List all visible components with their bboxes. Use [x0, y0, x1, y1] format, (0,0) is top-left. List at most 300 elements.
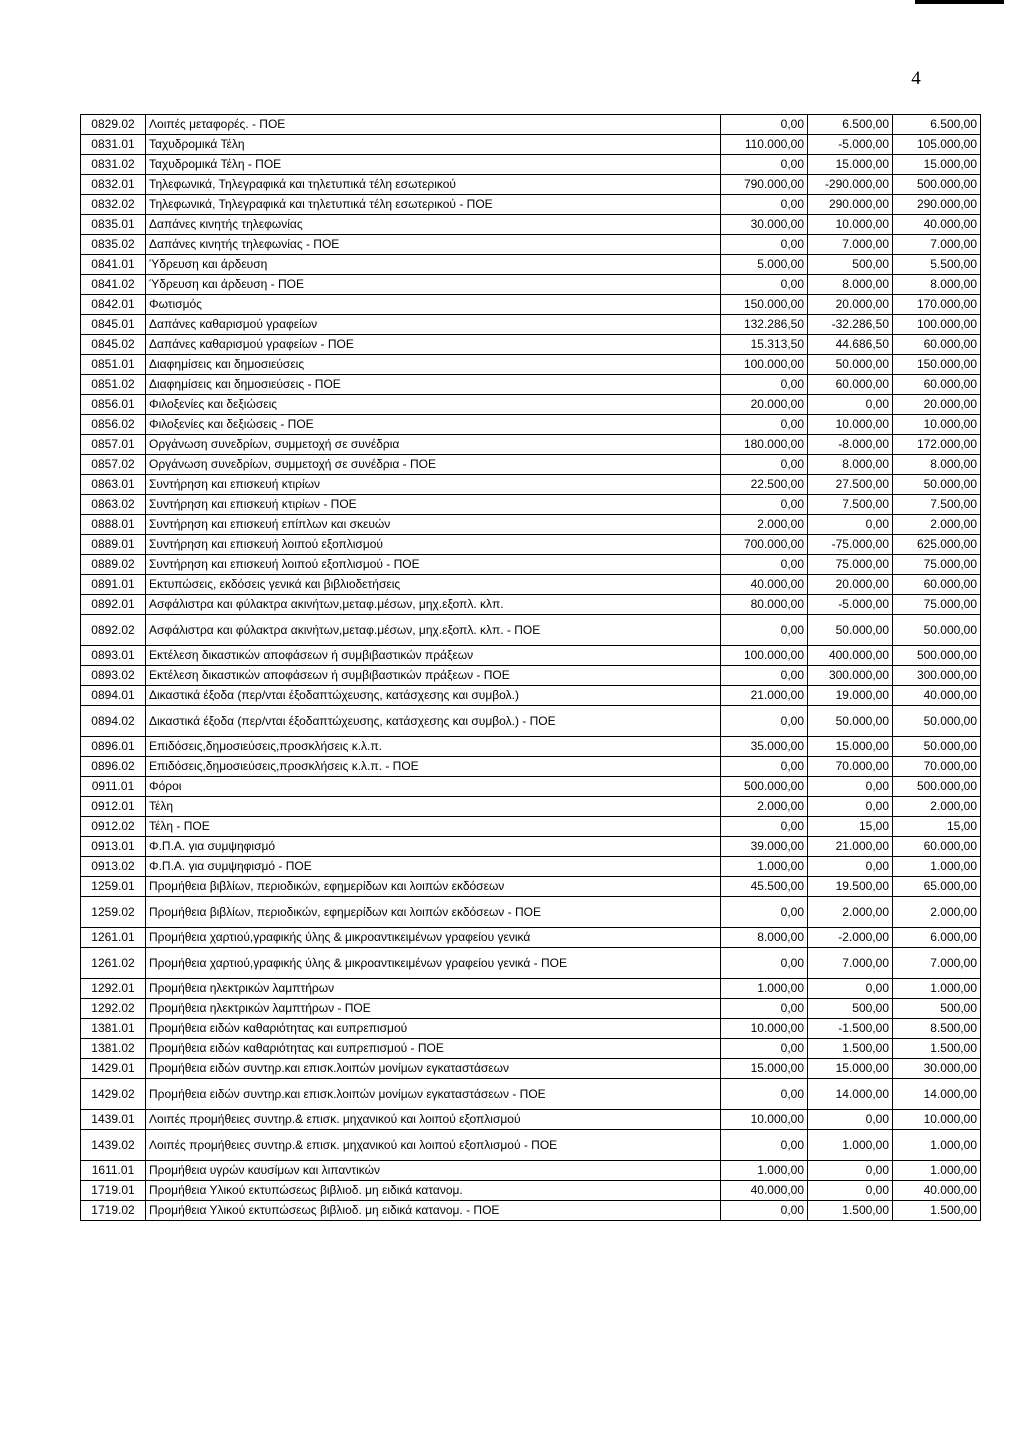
table-row: [81, 1059, 981, 1079]
description-cell: Φωτισμός: [146, 295, 721, 315]
initial-amount-cell: 0,00: [721, 666, 808, 686]
initial-amount-cell: 0,00: [721, 615, 808, 646]
account-code-cell: 0913.02: [81, 857, 146, 877]
initial-amount-cell: 0,00: [721, 817, 808, 837]
final-amount-cell: 500.000,00: [893, 646, 981, 666]
change-amount-cell: -1.500,00: [808, 1019, 893, 1039]
description-cell: Δαπάνες κινητής τηλεφωνίας: [146, 215, 721, 235]
table-row: [81, 797, 981, 817]
change-amount-cell: 20.000,00: [808, 295, 893, 315]
table-row: [81, 455, 981, 475]
change-amount-cell: -5.000,00: [808, 595, 893, 615]
final-amount-cell: 70.000,00: [893, 757, 981, 777]
change-amount-cell: 50.000,00: [808, 706, 893, 737]
account-code-cell: 0892.01: [81, 595, 146, 615]
final-amount-cell: 150.000,00: [893, 355, 981, 375]
initial-amount-cell: 0,00: [721, 897, 808, 928]
account-code-cell: 0911.01: [81, 777, 146, 797]
table-row: [81, 115, 981, 135]
description-cell: Τέλη - ΠΟΕ: [146, 817, 721, 837]
final-amount-cell: 75.000,00: [893, 555, 981, 575]
account-code-cell: 1259.02: [81, 897, 146, 928]
table-row: [81, 515, 981, 535]
description-cell: Προμήθεια Υλικού εκτυπώσεως βιβλιοδ. μη ειδικά κατανομ. - ΠΟΕ: [146, 1201, 721, 1221]
description-cell: Φόροι: [146, 777, 721, 797]
final-amount-cell: 500.000,00: [893, 175, 981, 195]
initial-amount-cell: 5.000,00: [721, 255, 808, 275]
final-amount-cell: 40.000,00: [893, 215, 981, 235]
table-row: [81, 948, 981, 979]
initial-amount-cell: 2.000,00: [721, 515, 808, 535]
account-code-cell: 0856.01: [81, 395, 146, 415]
description-cell: Ύδρευση και άρδευση - ΠΟΕ: [146, 275, 721, 295]
final-amount-cell: 50.000,00: [893, 706, 981, 737]
account-code-cell: 0832.02: [81, 195, 146, 215]
account-code-cell: 0829.02: [81, 115, 146, 135]
description-cell: Εκτέλεση δικαστικών αποφάσεων ή συμβιβαστικών πράξεων: [146, 646, 721, 666]
final-amount-cell: 105.000,00: [893, 135, 981, 155]
account-code-cell: 1429.01: [81, 1059, 146, 1079]
initial-amount-cell: 150.000,00: [721, 295, 808, 315]
final-amount-cell: 15,00: [893, 817, 981, 837]
table-row: [81, 999, 981, 1019]
description-cell: Λοιπές προμήθειες συντηρ.& επισκ. μηχανικού και λοιπού εξοπλισμού: [146, 1110, 721, 1130]
account-code-cell: 0888.01: [81, 515, 146, 535]
change-amount-cell: 19.000,00: [808, 686, 893, 706]
final-amount-cell: 40.000,00: [893, 686, 981, 706]
description-cell: Επιδόσεις,δημοσιεύσεις,προσκλήσεις κ.λ.π.: [146, 737, 721, 757]
change-amount-cell: -75.000,00: [808, 535, 893, 555]
initial-amount-cell: 20.000,00: [721, 395, 808, 415]
initial-amount-cell: 500.000,00: [721, 777, 808, 797]
description-cell: Δαπάνες καθαρισμού γραφείων: [146, 315, 721, 335]
change-amount-cell: 0,00: [808, 1161, 893, 1181]
change-amount-cell: 1.500,00: [808, 1039, 893, 1059]
change-amount-cell: 500,00: [808, 255, 893, 275]
account-code-cell: 0863.01: [81, 475, 146, 495]
description-cell: Φ.Π.Α. για συμψηφισμό: [146, 837, 721, 857]
description-cell: Προμήθεια χαρτιού,γραφικής ύλης & μικροαντικειμένων γραφείου γενικά: [146, 928, 721, 948]
final-amount-cell: 6.500,00: [893, 115, 981, 135]
description-cell: Προμήθεια βιβλίων, περιοδικών, εφημερίδων και λοιπών εκδόσεων: [146, 877, 721, 897]
description-cell: Διαφημίσεις και δημοσιεύσεις: [146, 355, 721, 375]
final-amount-cell: 500,00: [893, 999, 981, 1019]
initial-amount-cell: 10.000,00: [721, 1019, 808, 1039]
change-amount-cell: 15,00: [808, 817, 893, 837]
account-code-cell: 0896.02: [81, 757, 146, 777]
initial-amount-cell: 0,00: [721, 495, 808, 515]
description-cell: Προμήθεια Υλικού εκτυπώσεως βιβλιοδ. μη ειδικά κατανομ.: [146, 1181, 721, 1201]
table-row: [81, 175, 981, 195]
change-amount-cell: 0,00: [808, 1110, 893, 1130]
initial-amount-cell: 0,00: [721, 757, 808, 777]
description-cell: Προμήθεια υγρών καυσίμων και λιπαντικών: [146, 1161, 721, 1181]
change-amount-cell: 44.686,50: [808, 335, 893, 355]
final-amount-cell: 60.000,00: [893, 375, 981, 395]
account-code-cell: 0889.02: [81, 555, 146, 575]
table-row: [81, 475, 981, 495]
initial-amount-cell: 45.500,00: [721, 877, 808, 897]
initial-amount-cell: 700.000,00: [721, 535, 808, 555]
description-cell: Ασφάλιστρα και φύλακτρα ακινήτων,μεταφ.μέσων, μηχ.εξοπλ. κλπ. - ΠΟΕ: [146, 615, 721, 646]
account-code-cell: 1719.01: [81, 1181, 146, 1201]
final-amount-cell: 7.500,00: [893, 495, 981, 515]
initial-amount-cell: 100.000,00: [721, 355, 808, 375]
change-amount-cell: 60.000,00: [808, 375, 893, 395]
change-amount-cell: 19.500,00: [808, 877, 893, 897]
account-code-cell: 0891.01: [81, 575, 146, 595]
account-code-cell: 0889.01: [81, 535, 146, 555]
account-code-cell: 1259.01: [81, 877, 146, 897]
change-amount-cell: -2.000,00: [808, 928, 893, 948]
account-code-cell: 1292.01: [81, 979, 146, 999]
table-row: [81, 255, 981, 275]
change-amount-cell: 50.000,00: [808, 355, 893, 375]
account-code-cell: 0912.01: [81, 797, 146, 817]
table-row: [81, 928, 981, 948]
change-amount-cell: 15.000,00: [808, 1059, 893, 1079]
final-amount-cell: 170.000,00: [893, 295, 981, 315]
table-row: [81, 135, 981, 155]
change-amount-cell: 0,00: [808, 797, 893, 817]
final-amount-cell: 60.000,00: [893, 837, 981, 857]
table-row: [81, 837, 981, 857]
description-cell: Δαπάνες κινητής τηλεφωνίας - ΠΟΕ: [146, 235, 721, 255]
change-amount-cell: 7.000,00: [808, 235, 893, 255]
description-cell: Οργάνωση συνεδρίων, συμμετοχή σε συνέδρια: [146, 435, 721, 455]
table-row: [81, 777, 981, 797]
change-amount-cell: 75.000,00: [808, 555, 893, 575]
description-cell: Προμήθεια ειδών καθαριότητας και ευπρεπισμού: [146, 1019, 721, 1039]
account-code-cell: 0841.01: [81, 255, 146, 275]
initial-amount-cell: 100.000,00: [721, 646, 808, 666]
final-amount-cell: 1.500,00: [893, 1039, 981, 1059]
final-amount-cell: 65.000,00: [893, 877, 981, 897]
account-code-cell: 0912.02: [81, 817, 146, 837]
account-code-cell: 0835.02: [81, 235, 146, 255]
table-row: [81, 155, 981, 175]
description-cell: Ταχυδρομικά Τέλη: [146, 135, 721, 155]
description-cell: Δικαστικά έξοδα (περ/νται έξοδαπτώχευσης, κατάσχεσης και συμβολ.): [146, 686, 721, 706]
initial-amount-cell: 39.000,00: [721, 837, 808, 857]
change-amount-cell: 300.000,00: [808, 666, 893, 686]
description-cell: Οργάνωση συνεδρίων, συμμετοχή σε συνέδρια - ΠΟΕ: [146, 455, 721, 475]
change-amount-cell: 0,00: [808, 979, 893, 999]
change-amount-cell: 2.000,00: [808, 897, 893, 928]
change-amount-cell: -290.000,00: [808, 175, 893, 195]
initial-amount-cell: 0,00: [721, 1039, 808, 1059]
top-rule: [915, 0, 1004, 4]
account-code-cell: 0856.02: [81, 415, 146, 435]
table-row: [81, 1019, 981, 1039]
table-row: [81, 555, 981, 575]
table-row: [81, 666, 981, 686]
final-amount-cell: 8.000,00: [893, 275, 981, 295]
change-amount-cell: 1.000,00: [808, 1130, 893, 1161]
description-cell: Προμήθεια ειδών συντηρ.και επισκ.λοιπών μονίμων εγκαταστάσεων: [146, 1059, 721, 1079]
change-amount-cell: 10.000,00: [808, 415, 893, 435]
change-amount-cell: 0,00: [808, 777, 893, 797]
description-cell: Φιλοξενίες και δεξιώσεις - ΠΟΕ: [146, 415, 721, 435]
change-amount-cell: 20.000,00: [808, 575, 893, 595]
description-cell: Προμήθεια ειδών καθαριότητας και ευπρεπισμού - ΠΟΕ: [146, 1039, 721, 1059]
description-cell: Ασφάλιστρα και φύλακτρα ακινήτων,μεταφ.μέσων, μηχ.εξοπλ. κλπ.: [146, 595, 721, 615]
change-amount-cell: 70.000,00: [808, 757, 893, 777]
initial-amount-cell: 132.286,50: [721, 315, 808, 335]
account-code-cell: 0893.02: [81, 666, 146, 686]
account-code-cell: 1381.01: [81, 1019, 146, 1039]
final-amount-cell: 1.000,00: [893, 1130, 981, 1161]
initial-amount-cell: 1.000,00: [721, 979, 808, 999]
change-amount-cell: 8.000,00: [808, 275, 893, 295]
final-amount-cell: 6.000,00: [893, 928, 981, 948]
table-row: [81, 1130, 981, 1161]
final-amount-cell: 290.000,00: [893, 195, 981, 215]
change-amount-cell: 7.500,00: [808, 495, 893, 515]
final-amount-cell: 7.000,00: [893, 235, 981, 255]
initial-amount-cell: 0,00: [721, 155, 808, 175]
initial-amount-cell: 1.000,00: [721, 857, 808, 877]
description-cell: Φιλοξενίες και δεξιώσεις: [146, 395, 721, 415]
description-cell: Ταχυδρομικά Τέλη - ΠΟΕ: [146, 155, 721, 175]
table-row: [81, 1079, 981, 1110]
initial-amount-cell: 21.000,00: [721, 686, 808, 706]
initial-amount-cell: 0,00: [721, 1079, 808, 1110]
final-amount-cell: 30.000,00: [893, 1059, 981, 1079]
table-row: [81, 757, 981, 777]
account-code-cell: 0831.01: [81, 135, 146, 155]
table-row: [81, 897, 981, 928]
description-cell: Προμήθεια ηλεκτρικών λαμπτήρων - ΠΟΕ: [146, 999, 721, 1019]
description-cell: Εκτέλεση δικαστικών αποφάσεων ή συμβιβαστικών πράξεων - ΠΟΕ: [146, 666, 721, 686]
final-amount-cell: 500.000,00: [893, 777, 981, 797]
initial-amount-cell: 0,00: [721, 948, 808, 979]
table-row: [81, 1110, 981, 1130]
final-amount-cell: 50.000,00: [893, 475, 981, 495]
account-code-cell: 1611.01: [81, 1161, 146, 1181]
final-amount-cell: 5.500,00: [893, 255, 981, 275]
table-row: [81, 395, 981, 415]
table-row: [81, 215, 981, 235]
account-code-cell: 1381.02: [81, 1039, 146, 1059]
table-row: [81, 415, 981, 435]
description-cell: Εκτυπώσεις, εκδόσεις γενικά και βιβλιοδετήσεις: [146, 575, 721, 595]
change-amount-cell: 500,00: [808, 999, 893, 1019]
description-cell: Διαφημίσεις και δημοσιεύσεις - ΠΟΕ: [146, 375, 721, 395]
account-code-cell: 0845.01: [81, 315, 146, 335]
final-amount-cell: 1.500,00: [893, 1201, 981, 1221]
initial-amount-cell: 180.000,00: [721, 435, 808, 455]
account-code-cell: 1261.01: [81, 928, 146, 948]
table-row: [81, 817, 981, 837]
description-cell: Προμήθεια ηλεκτρικών λαμπτήρων: [146, 979, 721, 999]
table-row: [81, 535, 981, 555]
final-amount-cell: 60.000,00: [893, 335, 981, 355]
account-code-cell: 1292.02: [81, 999, 146, 1019]
change-amount-cell: 10.000,00: [808, 215, 893, 235]
final-amount-cell: 20.000,00: [893, 395, 981, 415]
table-row: [81, 706, 981, 737]
change-amount-cell: 1.500,00: [808, 1201, 893, 1221]
initial-amount-cell: 10.000,00: [721, 1110, 808, 1130]
final-amount-cell: 300.000,00: [893, 666, 981, 686]
account-code-cell: 0894.02: [81, 706, 146, 737]
final-amount-cell: 50.000,00: [893, 737, 981, 757]
table-row: [81, 335, 981, 355]
description-cell: Τέλη: [146, 797, 721, 817]
description-cell: Προμήθεια χαρτιού,γραφικής ύλης & μικροαντικειμένων γραφείου γενικά - ΠΟΕ: [146, 948, 721, 979]
table-row: [81, 295, 981, 315]
initial-amount-cell: 40.000,00: [721, 1181, 808, 1201]
final-amount-cell: 2.000,00: [893, 515, 981, 535]
description-cell: Συντήρηση και επισκευή κτιρίων - ΠΟΕ: [146, 495, 721, 515]
table-row: [81, 315, 981, 335]
change-amount-cell: 0,00: [808, 857, 893, 877]
account-code-cell: 0841.02: [81, 275, 146, 295]
table-row: [81, 275, 981, 295]
final-amount-cell: 1.000,00: [893, 857, 981, 877]
account-code-cell: 1719.02: [81, 1201, 146, 1221]
table-row: [81, 495, 981, 515]
initial-amount-cell: 0,00: [721, 235, 808, 255]
initial-amount-cell: 0,00: [721, 555, 808, 575]
account-code-cell: 0845.02: [81, 335, 146, 355]
change-amount-cell: -5.000,00: [808, 135, 893, 155]
budget-table-body: [81, 115, 981, 1221]
final-amount-cell: 2.000,00: [893, 797, 981, 817]
change-amount-cell: 290.000,00: [808, 195, 893, 215]
table-row: [81, 1039, 981, 1059]
table-row: [81, 1161, 981, 1181]
initial-amount-cell: 0,00: [721, 706, 808, 737]
account-code-cell: 0913.01: [81, 837, 146, 857]
table-row: [81, 375, 981, 395]
initial-amount-cell: 0,00: [721, 115, 808, 135]
final-amount-cell: 100.000,00: [893, 315, 981, 335]
description-cell: Λοιπές προμήθειες συντηρ.& επισκ. μηχανικού και λοιπού εξοπλισμού - ΠΟΕ: [146, 1130, 721, 1161]
change-amount-cell: 0,00: [808, 395, 893, 415]
initial-amount-cell: 80.000,00: [721, 595, 808, 615]
account-code-cell: 0832.01: [81, 175, 146, 195]
table-row: [81, 575, 981, 595]
description-cell: Επιδόσεις,δημοσιεύσεις,προσκλήσεις κ.λ.π. - ΠΟΕ: [146, 757, 721, 777]
table-row: [81, 235, 981, 255]
account-code-cell: 0896.01: [81, 737, 146, 757]
table-row: [81, 195, 981, 215]
initial-amount-cell: 1.000,00: [721, 1161, 808, 1181]
table-row: [81, 1201, 981, 1221]
account-code-cell: 0831.02: [81, 155, 146, 175]
table-row: [81, 857, 981, 877]
table-row: [81, 355, 981, 375]
final-amount-cell: 2.000,00: [893, 897, 981, 928]
account-code-cell: 0857.01: [81, 435, 146, 455]
table-row: [81, 979, 981, 999]
final-amount-cell: 1.000,00: [893, 979, 981, 999]
initial-amount-cell: 0,00: [721, 195, 808, 215]
final-amount-cell: 40.000,00: [893, 1181, 981, 1201]
description-cell: Συντήρηση και επισκευή λοιπού εξοπλισμού: [146, 535, 721, 555]
table-row: [81, 877, 981, 897]
change-amount-cell: 0,00: [808, 1181, 893, 1201]
account-code-cell: 0851.01: [81, 355, 146, 375]
final-amount-cell: 10.000,00: [893, 1110, 981, 1130]
table-row: [81, 686, 981, 706]
final-amount-cell: 1.000,00: [893, 1161, 981, 1181]
account-code-cell: 0835.01: [81, 215, 146, 235]
final-amount-cell: 50.000,00: [893, 615, 981, 646]
final-amount-cell: 7.000,00: [893, 948, 981, 979]
description-cell: Συντήρηση και επισκευή επίπλων και σκευών: [146, 515, 721, 535]
initial-amount-cell: 0,00: [721, 455, 808, 475]
final-amount-cell: 15.000,00: [893, 155, 981, 175]
final-amount-cell: 8.000,00: [893, 455, 981, 475]
initial-amount-cell: 110.000,00: [721, 135, 808, 155]
account-code-cell: 0892.02: [81, 615, 146, 646]
account-code-cell: 0893.01: [81, 646, 146, 666]
description-cell: Συντήρηση και επισκευή λοιπού εξοπλισμού - ΠΟΕ: [146, 555, 721, 575]
change-amount-cell: 400.000,00: [808, 646, 893, 666]
description-cell: Δικαστικά έξοδα (περ/νται έξοδαπτώχευσης, κατάσχεσης και συμβολ.) - ΠΟΕ: [146, 706, 721, 737]
table-row: [81, 435, 981, 455]
change-amount-cell: 27.500,00: [808, 475, 893, 495]
initial-amount-cell: 2.000,00: [721, 797, 808, 817]
change-amount-cell: 7.000,00: [808, 948, 893, 979]
initial-amount-cell: 22.500,00: [721, 475, 808, 495]
change-amount-cell: 15.000,00: [808, 737, 893, 757]
change-amount-cell: 14.000,00: [808, 1079, 893, 1110]
table-row: [81, 615, 981, 646]
description-cell: Συντήρηση και επισκευή κτιρίων: [146, 475, 721, 495]
table-row: [81, 737, 981, 757]
change-amount-cell: 50.000,00: [808, 615, 893, 646]
initial-amount-cell: 0,00: [721, 1201, 808, 1221]
description-cell: Ύδρευση και άρδευση: [146, 255, 721, 275]
account-code-cell: 0851.02: [81, 375, 146, 395]
initial-amount-cell: 0,00: [721, 1130, 808, 1161]
change-amount-cell: -8.000,00: [808, 435, 893, 455]
final-amount-cell: 60.000,00: [893, 575, 981, 595]
initial-amount-cell: 8.000,00: [721, 928, 808, 948]
initial-amount-cell: 15.313,50: [721, 335, 808, 355]
account-code-cell: 0863.02: [81, 495, 146, 515]
account-code-cell: 1439.01: [81, 1110, 146, 1130]
account-code-cell: 0857.02: [81, 455, 146, 475]
initial-amount-cell: 15.000,00: [721, 1059, 808, 1079]
final-amount-cell: 8.500,00: [893, 1019, 981, 1039]
final-amount-cell: 625.000,00: [893, 535, 981, 555]
initial-amount-cell: 35.000,00: [721, 737, 808, 757]
page-number: 4: [911, 68, 921, 89]
description-cell: Δαπάνες καθαρισμού γραφείων - ΠΟΕ: [146, 335, 721, 355]
change-amount-cell: -32.286,50: [808, 315, 893, 335]
change-amount-cell: 15.000,00: [808, 155, 893, 175]
description-cell: Φ.Π.Α. για συμψηφισμό - ΠΟΕ: [146, 857, 721, 877]
change-amount-cell: 8.000,00: [808, 455, 893, 475]
description-cell: Λοιπές μεταφορές. - ΠΟΕ: [146, 115, 721, 135]
change-amount-cell: 21.000,00: [808, 837, 893, 857]
final-amount-cell: 14.000,00: [893, 1079, 981, 1110]
account-code-cell: 0894.01: [81, 686, 146, 706]
account-code-cell: 1261.02: [81, 948, 146, 979]
initial-amount-cell: 0,00: [721, 415, 808, 435]
description-cell: Τηλεφωνικά, Τηλεγραφικά και τηλετυπικά τέλη εσωτερικού: [146, 175, 721, 195]
final-amount-cell: 75.000,00: [893, 595, 981, 615]
budget-table: [80, 114, 981, 1221]
final-amount-cell: 172.000,00: [893, 435, 981, 455]
table-row: [81, 646, 981, 666]
description-cell: Τηλεφωνικά, Τηλεγραφικά και τηλετυπικά τέλη εσωτερικού - ΠΟΕ: [146, 195, 721, 215]
